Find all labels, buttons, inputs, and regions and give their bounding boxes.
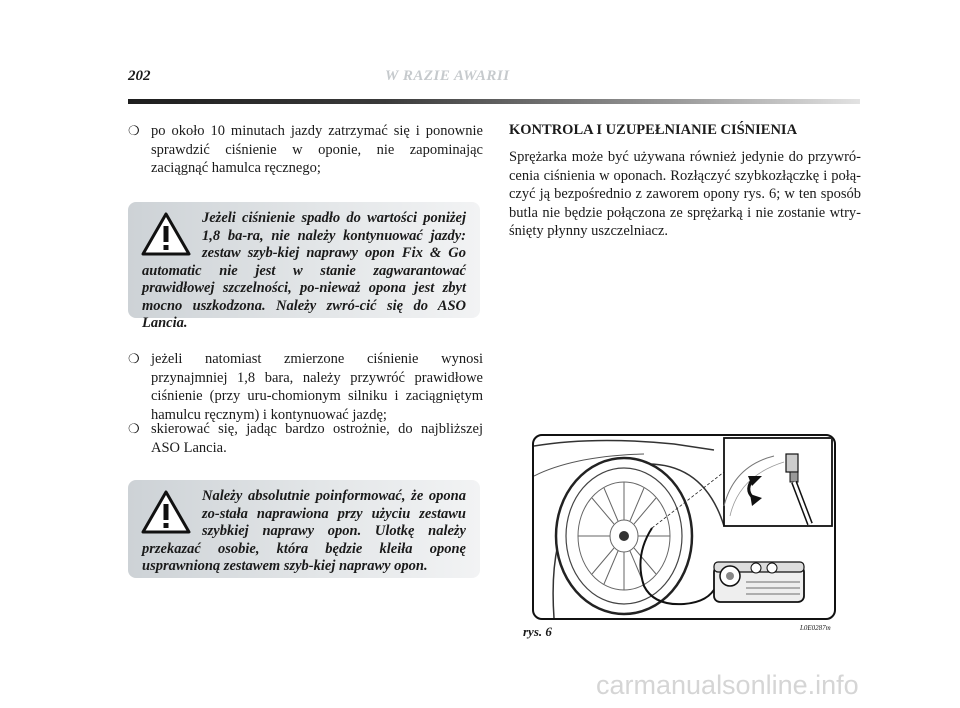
bullet-text: po około 10 minutach jazdy zatrzymać się i ponownie sprawdzić ciśnienie w oponie, nie zapominając zaciągnąć hamulca ręcznego; (151, 123, 483, 176)
bullet-text: skierować się, jadąc bardzo ostrożnie, do najbliższej ASO Lancia. (151, 421, 483, 456)
figure-code: L0E0287m (800, 624, 831, 632)
warning-box (128, 202, 480, 331)
page-number: 202 (128, 68, 151, 84)
warning-triangle-icon (140, 210, 192, 258)
bullet-item (128, 350, 483, 424)
bullet-icon: ❍ (128, 123, 140, 138)
bullet-item (128, 420, 483, 457)
warning-triangle-icon (140, 488, 192, 536)
watermark-text: carmanualsonline.info (596, 670, 859, 700)
compressor-icon (714, 562, 804, 602)
section-paragraph: Sprężarka może być używana również jedynie do przywró-cenia ciśnienia w oponach. Rozłączyć szybkozłączkę i połą-czyć ją bezpośrednio z zaworem opony rys. 6; w ten sposób butla nie będzie połączona ze sprężarką i nie zostanie wtry-śnięty płynny uszczelniacz. (509, 149, 861, 239)
bullet-icon: ❍ (128, 421, 140, 436)
section-heading: KONTROLA I UZUPEŁNIANIE CIŚNIENIA (509, 122, 798, 138)
bullet-text: jeżeli natomiast zmierzone ciśnienie wynosi przynajmniej 1,8 bara, należy przywróć prawidłowe ciśnienie (przy uru-chomionym silniku i zaciągniętym hamulcu ręcznym) i kontynuować jazdę; (151, 351, 483, 423)
bullet-icon: ❍ (128, 351, 140, 366)
tire-compressor-drawing (534, 436, 834, 618)
figure-illustration (532, 434, 836, 620)
header-rule (128, 99, 860, 104)
figure-caption: rys. 6 (523, 624, 552, 639)
warning-box (128, 480, 480, 578)
bullet-item (128, 122, 483, 178)
section-header-title: W RAZIE AWARII (385, 68, 510, 84)
warning-text: Jeżeli ciśnienie spadło do wartości poniżej 1,8 ba-ra, nie należy kontynuować jazdy: zestaw szyb-kiej naprawy opon Fix & Go automatic nie jest w stanie zagwarantować prawidłowej szczelności, po-nieważ opona jest zbyt mocno uszkodzona. Należy zwró-cić się do ASO Lancia. (142, 210, 466, 331)
warning-text: Należy absolutnie poinformować, że opona zo-stała naprawiona przy użyciu zestawu szybkiej naprawy opon. Ulotkę należy przekazać osobie, która będzie kleiła oponę usprawnioną zestawem szyb-kiej naprawy opon. (142, 488, 466, 574)
